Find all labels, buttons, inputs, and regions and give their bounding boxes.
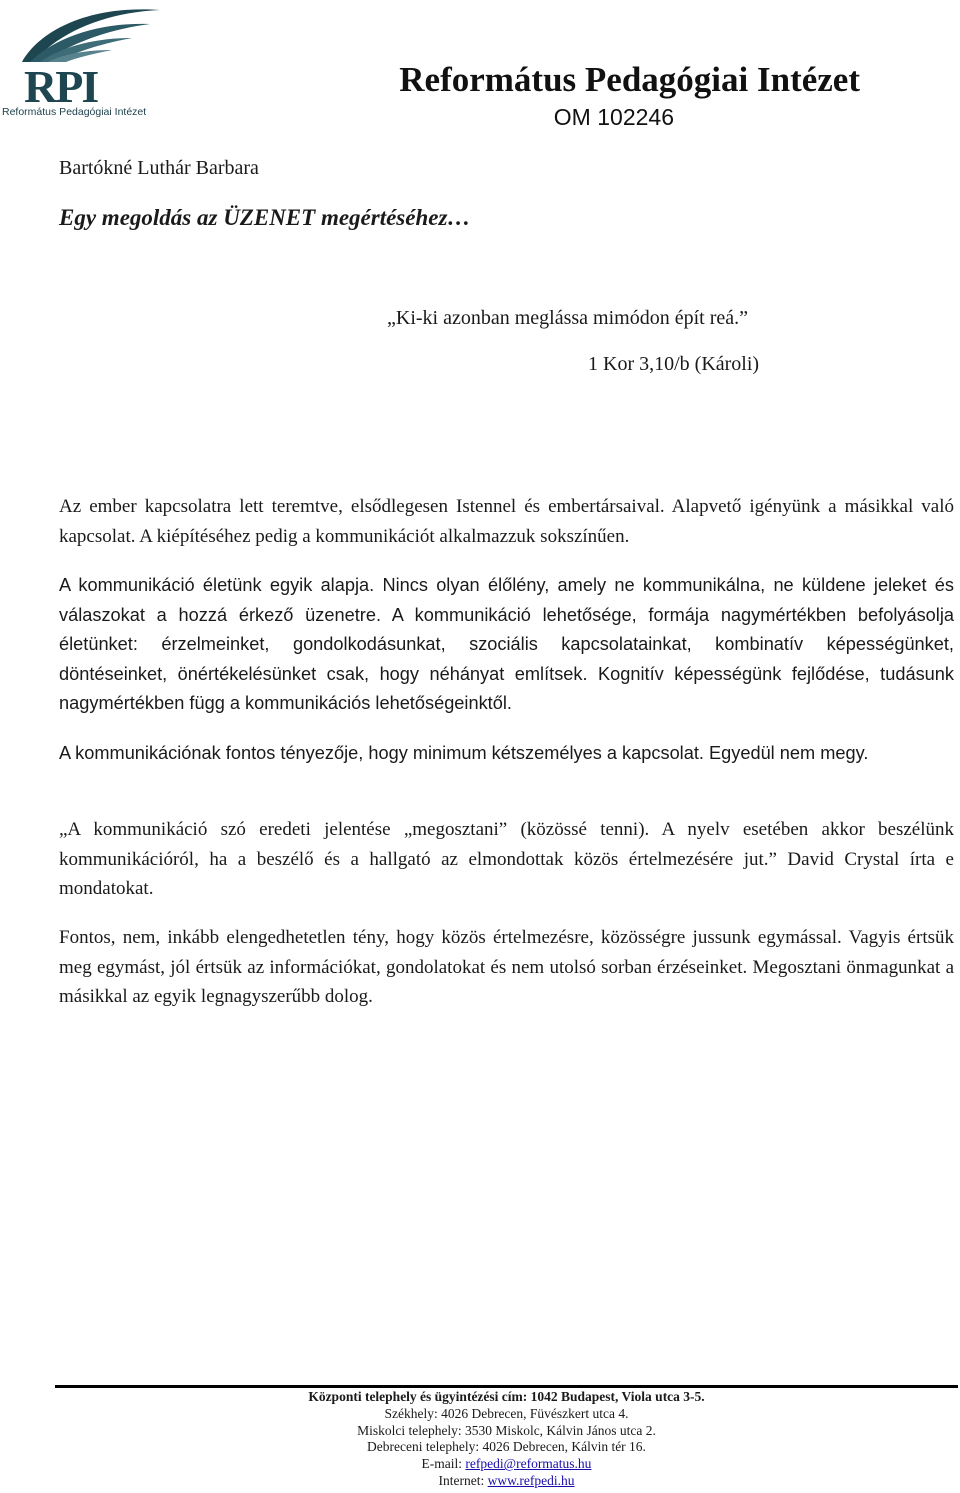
email-label: E-mail: [421, 1456, 466, 1472]
author-name: Bartókné Luthár Barbara [59, 157, 259, 179]
website-link[interactable]: www.refpedi.hu [487, 1472, 575, 1488]
footer-central-address: Központi telephely és ügyintézési cím: 1042 Budapest, Viola utca 3-5. [308, 1389, 705, 1404]
motto-quote: „Ki-ki azonban meglássa mimódon épít reá.” [387, 307, 748, 329]
footer-email-line [55, 1456, 958, 1473]
article-title: Egy megoldás az ÜZENET megértéséhez… [59, 205, 471, 230]
institution-name: Református Pedagógiai Intézet [399, 60, 860, 99]
paragraph: Fontos, nem, inkább elengedhetetlen tény, hogy közös értelmezésre, közösségre jussunk egymással. Vagyis értsük meg egymást, jól értsük az információkat, gondolatokat és nem utolsó sorban érzéseinket. Megosztani önmagunkat a másikkal az egyik legnagyszerűbb dolog. [59, 927, 954, 1007]
footer-internet-line [55, 1473, 958, 1490]
footer [55, 1389, 958, 1490]
motto-reference: 1 Kor 3,10/b (Károli) [588, 353, 760, 375]
paragraph: A kommunikáció életünk egyik alapja. Nincs olyan élőlény, amely ne kommunikálna, ne küldene jeleket és válaszokat a hozzá érkező üzenetre. A kommunikáció lehetősége, formája nagymértékben befolyásolja életünket: érzelmeinket, gondolkodásunkat, szociális kapcsolatainkat, kombinatív képességünket, döntéseinket, önértékelésünket csak, hogy néhányat említsek. Kognitív képességünk fejlődése, tudásunk nagymértékben függ a kommunikációs lehetőségeinktől. [59, 575, 954, 713]
logo-caption: Református Pedagógiai Intézet [2, 106, 147, 118]
email-link[interactable]: refpedi@reformatus.hu [465, 1456, 592, 1472]
om-code: OM 102246 [553, 104, 674, 130]
paragraph: A kommunikációnak fontos tényezője, hogy minimum kétszemélyes a kapcsolat. Egyedül nem megy. [59, 743, 869, 763]
paragraph: Az ember kapcsolatra lett teremtve, elsődlegesen Istennel és embertársaival. Alapvető igényünk a másikkal való kapcsolat. A kiépítéséhez pedig a kommunikációt alkalmazzuk sokszínűen. [59, 496, 954, 547]
footer-divider [55, 1385, 958, 1388]
footer-debrecen-site: Debreceni telephely: 4026 Debrecen, Kálvin tér 16. [367, 1439, 646, 1455]
footer-seat: Székhely: 4026 Debrecen, Füvészkert utca 4. [384, 1405, 629, 1421]
logo-text: RPI [24, 61, 98, 112]
internet-label: Internet: [438, 1472, 488, 1488]
footer-miskolc-site: Miskolci telephely: 3530 Miskolc, Kálvin János utca 2. [357, 1422, 656, 1438]
paragraph: „A kommunikáció szó eredeti jelentése „megosztani” (közössé tenni). A nyelv esetében akkor beszélünk kommunikációról, ha a beszélő és a hallgató az elmondottak közös értelmezésére jut.” David Crystal írta e mondatokat. [59, 819, 954, 899]
